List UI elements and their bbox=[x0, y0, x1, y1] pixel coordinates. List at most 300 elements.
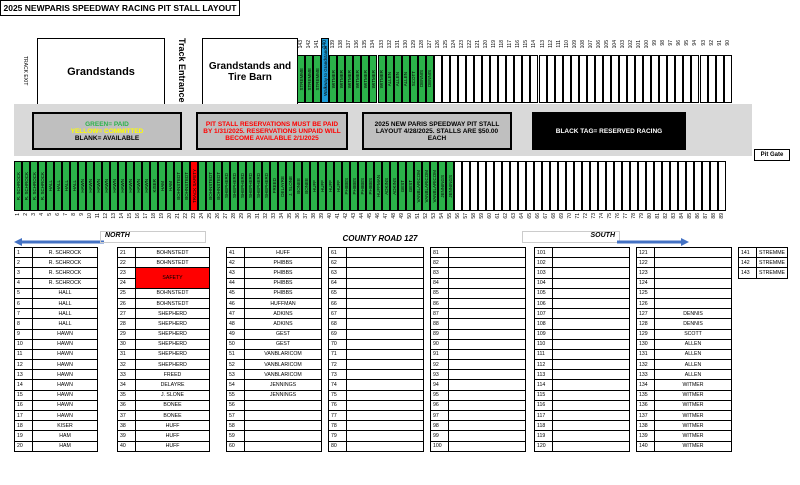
stall-name-cell bbox=[245, 411, 322, 421]
bottom-stall-number: 17 bbox=[143, 213, 149, 219]
bottom-stall[interactable] bbox=[134, 161, 142, 211]
top-stall[interactable] bbox=[603, 55, 611, 103]
table-row[interactable] bbox=[329, 248, 424, 258]
bottom-stall[interactable] bbox=[438, 161, 446, 211]
table-row[interactable] bbox=[535, 329, 630, 339]
table-row[interactable] bbox=[535, 390, 630, 400]
table-row[interactable] bbox=[118, 309, 210, 319]
top-stall[interactable] bbox=[611, 55, 619, 103]
table-row[interactable] bbox=[329, 309, 424, 319]
table-row[interactable] bbox=[637, 400, 732, 410]
top-stall[interactable] bbox=[539, 55, 547, 103]
table-row[interactable] bbox=[118, 441, 210, 451]
bottom-stall[interactable] bbox=[454, 161, 462, 211]
top-stall[interactable] bbox=[426, 55, 434, 103]
table-row[interactable] bbox=[431, 380, 526, 390]
top-stall[interactable] bbox=[490, 55, 498, 103]
top-stall[interactable] bbox=[514, 55, 522, 103]
bottom-stall[interactable] bbox=[334, 161, 342, 211]
table-row[interactable] bbox=[637, 380, 732, 390]
bottom-stall[interactable] bbox=[606, 161, 614, 211]
bottom-stall-number: 13 bbox=[111, 213, 117, 219]
bottom-stall[interactable] bbox=[718, 161, 726, 211]
table-row[interactable] bbox=[118, 360, 210, 370]
bottom-stall-number: 40 bbox=[327, 213, 333, 219]
table-row[interactable] bbox=[15, 370, 98, 380]
table-row[interactable] bbox=[535, 380, 630, 390]
top-stall[interactable] bbox=[305, 55, 313, 103]
table-row[interactable] bbox=[535, 248, 630, 258]
top-stall[interactable] bbox=[522, 55, 530, 103]
bottom-stall[interactable] bbox=[238, 161, 246, 211]
bottom-stall[interactable] bbox=[86, 161, 94, 211]
table-row[interactable] bbox=[637, 268, 732, 278]
bottom-stall[interactable] bbox=[78, 161, 86, 211]
top-stall[interactable] bbox=[386, 55, 394, 103]
table-row[interactable] bbox=[535, 268, 630, 278]
table-row[interactable] bbox=[227, 421, 322, 431]
bottom-stall[interactable] bbox=[462, 161, 470, 211]
table-row[interactable] bbox=[329, 380, 424, 390]
top-stall[interactable] bbox=[700, 55, 708, 103]
table-row[interactable] bbox=[227, 400, 322, 410]
top-stall[interactable] bbox=[466, 55, 474, 103]
table-row[interactable] bbox=[118, 319, 210, 329]
bottom-stall[interactable] bbox=[222, 161, 230, 211]
top-stall[interactable] bbox=[378, 55, 386, 103]
top-stall[interactable] bbox=[418, 55, 426, 103]
table-row[interactable] bbox=[535, 360, 630, 370]
bottom-stall[interactable] bbox=[366, 161, 374, 211]
table-row[interactable] bbox=[227, 370, 322, 380]
table-row[interactable] bbox=[535, 258, 630, 268]
bottom-stall[interactable] bbox=[38, 161, 46, 211]
table-row[interactable] bbox=[227, 411, 322, 421]
table-row[interactable] bbox=[15, 329, 98, 339]
top-stall[interactable] bbox=[595, 55, 603, 103]
top-stall[interactable] bbox=[587, 55, 595, 103]
bottom-stall[interactable] bbox=[302, 161, 310, 211]
stall-name-cell: STREMME bbox=[757, 268, 788, 278]
top-stall[interactable] bbox=[297, 55, 305, 103]
bottom-stall[interactable] bbox=[278, 161, 286, 211]
table-row[interactable] bbox=[535, 298, 630, 308]
top-stall[interactable] bbox=[675, 55, 683, 103]
stall-number-cell: 97 bbox=[431, 411, 449, 421]
table-row[interactable] bbox=[227, 288, 322, 298]
table-row[interactable] bbox=[535, 288, 630, 298]
bottom-stall[interactable] bbox=[142, 161, 150, 211]
bottom-stall[interactable] bbox=[166, 161, 174, 211]
bottom-stall[interactable] bbox=[206, 161, 214, 211]
table-row[interactable] bbox=[637, 370, 732, 380]
top-stall[interactable] bbox=[619, 55, 627, 103]
bottom-stall[interactable] bbox=[550, 161, 558, 211]
bottom-stall[interactable] bbox=[510, 161, 518, 211]
stall-name-cell: VANBLARICOM bbox=[245, 360, 322, 370]
table-row[interactable] bbox=[15, 278, 98, 288]
bottom-stall[interactable] bbox=[22, 161, 30, 211]
table-row[interactable] bbox=[227, 298, 322, 308]
bottom-stall[interactable] bbox=[118, 161, 126, 211]
table-row[interactable] bbox=[15, 349, 98, 359]
table-row[interactable] bbox=[637, 248, 732, 258]
bottom-stall[interactable] bbox=[46, 161, 54, 211]
table-row[interactable] bbox=[15, 319, 98, 329]
bottom-stall[interactable] bbox=[470, 161, 478, 211]
table-row[interactable] bbox=[15, 258, 98, 268]
table-row[interactable] bbox=[431, 319, 526, 329]
bottom-stall-number: 58 bbox=[471, 213, 477, 219]
bottom-stall[interactable] bbox=[446, 161, 454, 211]
table-row[interactable] bbox=[15, 298, 98, 308]
top-stall[interactable] bbox=[708, 55, 716, 103]
bottom-stall[interactable] bbox=[622, 161, 630, 211]
table-row[interactable] bbox=[431, 329, 526, 339]
bottom-stall[interactable] bbox=[198, 161, 206, 211]
table-row[interactable] bbox=[431, 441, 526, 451]
table-row[interactable] bbox=[637, 298, 732, 308]
table-row[interactable] bbox=[15, 400, 98, 410]
bottom-stall[interactable] bbox=[534, 161, 542, 211]
top-stall-number: 122 bbox=[467, 40, 474, 49]
table-row[interactable] bbox=[329, 278, 424, 288]
top-stall[interactable] bbox=[410, 55, 418, 103]
table-row[interactable] bbox=[227, 278, 322, 288]
table-row[interactable] bbox=[118, 349, 210, 359]
table-row[interactable] bbox=[431, 349, 526, 359]
bottom-stall[interactable] bbox=[598, 161, 606, 211]
bottom-stall[interactable] bbox=[494, 161, 502, 211]
table-row[interactable] bbox=[329, 400, 424, 410]
top-stall[interactable] bbox=[434, 55, 442, 103]
table-row[interactable] bbox=[535, 431, 630, 441]
top-stall[interactable] bbox=[394, 55, 402, 103]
bottom-stall-name: HALL bbox=[47, 180, 53, 192]
bottom-stall[interactable] bbox=[94, 161, 102, 211]
table-row[interactable] bbox=[535, 421, 630, 431]
stall-name-cell bbox=[449, 411, 526, 421]
table-row[interactable] bbox=[637, 278, 732, 288]
bottom-stall[interactable] bbox=[110, 161, 118, 211]
table-row[interactable] bbox=[118, 400, 210, 410]
table-row[interactable] bbox=[535, 319, 630, 329]
top-stall[interactable] bbox=[651, 55, 659, 103]
table-row[interactable] bbox=[637, 309, 732, 319]
table-row[interactable] bbox=[15, 309, 98, 319]
table-row[interactable] bbox=[637, 288, 732, 298]
table-row[interactable] bbox=[535, 349, 630, 359]
table-row[interactable] bbox=[227, 258, 322, 268]
top-stall[interactable] bbox=[369, 55, 377, 103]
bottom-stall[interactable] bbox=[150, 161, 158, 211]
table-row[interactable] bbox=[739, 248, 788, 258]
table-row[interactable] bbox=[118, 258, 210, 268]
top-stall[interactable] bbox=[716, 55, 724, 103]
table-row[interactable] bbox=[431, 298, 526, 308]
bottom-stall[interactable] bbox=[14, 161, 22, 211]
table-row[interactable] bbox=[637, 441, 732, 451]
bottom-stall[interactable] bbox=[694, 161, 702, 211]
table-row[interactable] bbox=[329, 441, 424, 451]
top-stall[interactable] bbox=[530, 55, 538, 103]
table-row[interactable] bbox=[739, 268, 788, 278]
bottom-stall[interactable] bbox=[182, 161, 190, 211]
top-stall[interactable] bbox=[563, 55, 571, 103]
top-stall[interactable] bbox=[627, 55, 635, 103]
bottom-stall[interactable] bbox=[382, 161, 390, 211]
bottom-stall[interactable] bbox=[414, 161, 422, 211]
table-row[interactable] bbox=[15, 380, 98, 390]
table-row[interactable] bbox=[431, 309, 526, 319]
bottom-stall[interactable] bbox=[654, 161, 662, 211]
bottom-stall[interactable] bbox=[318, 161, 326, 211]
table-row[interactable] bbox=[431, 339, 526, 349]
top-stall[interactable] bbox=[474, 55, 482, 103]
table-row[interactable] bbox=[637, 411, 732, 421]
table-row[interactable] bbox=[329, 421, 424, 431]
table-row[interactable] bbox=[118, 431, 210, 441]
table-row[interactable] bbox=[227, 339, 322, 349]
table-row[interactable] bbox=[15, 431, 98, 441]
table-row[interactable] bbox=[15, 288, 98, 298]
top-stall[interactable] bbox=[571, 55, 579, 103]
table-row[interactable] bbox=[431, 390, 526, 400]
bottom-stall[interactable] bbox=[326, 161, 334, 211]
table-row[interactable] bbox=[637, 431, 732, 441]
bottom-stall[interactable] bbox=[678, 161, 686, 211]
table-row[interactable] bbox=[637, 390, 732, 400]
bottom-stall[interactable] bbox=[70, 161, 78, 211]
table-row[interactable] bbox=[118, 370, 210, 380]
table-row[interactable] bbox=[535, 278, 630, 288]
table-row[interactable] bbox=[329, 390, 424, 400]
bottom-stall[interactable] bbox=[374, 161, 382, 211]
bottom-stall[interactable] bbox=[230, 161, 238, 211]
table-row[interactable] bbox=[535, 411, 630, 421]
table-row[interactable] bbox=[535, 309, 630, 319]
table-row[interactable] bbox=[329, 360, 424, 370]
table-row[interactable] bbox=[15, 268, 98, 278]
bottom-stall[interactable] bbox=[630, 161, 638, 211]
table-row[interactable] bbox=[637, 421, 732, 431]
bottom-stall[interactable] bbox=[614, 161, 622, 211]
table-row[interactable] bbox=[227, 441, 322, 451]
table-row[interactable] bbox=[227, 360, 322, 370]
bottom-stall[interactable] bbox=[526, 161, 534, 211]
top-stall[interactable] bbox=[482, 55, 490, 103]
table-row[interactable] bbox=[227, 329, 322, 339]
bottom-stall[interactable] bbox=[710, 161, 718, 211]
bottom-stall[interactable] bbox=[566, 161, 574, 211]
table-row[interactable] bbox=[15, 248, 98, 258]
top-stall[interactable] bbox=[506, 55, 514, 103]
bottom-stall[interactable] bbox=[270, 161, 278, 211]
table-row[interactable] bbox=[329, 370, 424, 380]
top-stall-number: 120 bbox=[483, 40, 490, 49]
table-row[interactable] bbox=[118, 298, 210, 308]
bottom-stall[interactable] bbox=[406, 161, 414, 211]
bottom-stall[interactable] bbox=[358, 161, 366, 211]
table-row[interactable] bbox=[118, 339, 210, 349]
top-stall[interactable] bbox=[361, 55, 369, 103]
bottom-stall[interactable] bbox=[158, 161, 166, 211]
top-stall-number: 132 bbox=[386, 40, 393, 49]
top-stall[interactable] bbox=[313, 55, 321, 103]
table-row[interactable] bbox=[431, 421, 526, 431]
bottom-stall[interactable] bbox=[102, 161, 110, 211]
table-row[interactable] bbox=[637, 258, 732, 268]
table-row[interactable] bbox=[535, 339, 630, 349]
table-row[interactable] bbox=[15, 390, 98, 400]
table-row[interactable] bbox=[227, 431, 322, 441]
table-row[interactable] bbox=[329, 349, 424, 359]
top-stall[interactable] bbox=[683, 55, 691, 103]
table-row[interactable] bbox=[637, 349, 732, 359]
table-row[interactable] bbox=[431, 360, 526, 370]
top-stall[interactable] bbox=[329, 55, 337, 103]
table-row[interactable] bbox=[329, 411, 424, 421]
top-stall[interactable] bbox=[555, 55, 563, 103]
table-row[interactable] bbox=[118, 329, 210, 339]
table-row[interactable] bbox=[329, 431, 424, 441]
bottom-stall[interactable] bbox=[478, 161, 486, 211]
stall-name-cell: J. SLONE bbox=[136, 390, 210, 400]
table-row[interactable] bbox=[431, 400, 526, 410]
table-row[interactable] bbox=[431, 411, 526, 421]
table-row[interactable] bbox=[535, 400, 630, 410]
table-row[interactable] bbox=[637, 339, 732, 349]
bottom-stall[interactable] bbox=[486, 161, 494, 211]
table-row[interactable] bbox=[739, 258, 788, 268]
bottom-stall[interactable] bbox=[662, 161, 670, 211]
bottom-stall[interactable] bbox=[542, 161, 550, 211]
bottom-stall[interactable] bbox=[638, 161, 646, 211]
bottom-stall[interactable] bbox=[286, 161, 294, 211]
top-stall[interactable] bbox=[450, 55, 458, 103]
table-row[interactable] bbox=[431, 258, 526, 268]
table-row[interactable] bbox=[329, 268, 424, 278]
top-stall[interactable] bbox=[458, 55, 466, 103]
top-stall[interactable] bbox=[635, 55, 643, 103]
top-stall[interactable] bbox=[691, 55, 699, 103]
top-stall[interactable] bbox=[353, 55, 361, 103]
bottom-stall[interactable] bbox=[590, 161, 598, 211]
table-row[interactable] bbox=[118, 421, 210, 431]
table-row[interactable] bbox=[329, 298, 424, 308]
table-row[interactable] bbox=[15, 339, 98, 349]
table-row[interactable] bbox=[227, 349, 322, 359]
bottom-stall[interactable] bbox=[422, 161, 430, 211]
bottom-stall[interactable] bbox=[54, 161, 62, 211]
bottom-stall[interactable] bbox=[582, 161, 590, 211]
bottom-stall[interactable] bbox=[174, 161, 182, 211]
top-stall[interactable] bbox=[724, 55, 732, 103]
table-row[interactable] bbox=[227, 390, 322, 400]
top-stall[interactable] bbox=[442, 55, 450, 103]
table-row[interactable] bbox=[118, 411, 210, 421]
table-row[interactable] bbox=[431, 278, 526, 288]
bottom-stall[interactable] bbox=[430, 161, 438, 211]
bottom-stall[interactable] bbox=[398, 161, 406, 211]
table-row[interactable] bbox=[118, 288, 210, 298]
top-stall[interactable] bbox=[579, 55, 587, 103]
bottom-stall[interactable] bbox=[342, 161, 350, 211]
top-stall[interactable] bbox=[402, 55, 410, 103]
bottom-stall[interactable] bbox=[558, 161, 566, 211]
table-row[interactable] bbox=[431, 248, 526, 258]
top-stall[interactable] bbox=[498, 55, 506, 103]
table-row[interactable] bbox=[431, 370, 526, 380]
table-row[interactable] bbox=[227, 380, 322, 390]
table-row[interactable] bbox=[15, 411, 98, 421]
stall-name-cell bbox=[449, 298, 526, 308]
table-row[interactable] bbox=[637, 329, 732, 339]
top-stall[interactable] bbox=[643, 55, 651, 103]
bottom-stall[interactable] bbox=[502, 161, 510, 211]
table-row[interactable] bbox=[227, 319, 322, 329]
table-row[interactable] bbox=[118, 390, 210, 400]
table-row[interactable] bbox=[118, 248, 210, 258]
table-row[interactable] bbox=[15, 360, 98, 370]
bottom-stall[interactable] bbox=[254, 161, 262, 211]
top-stall[interactable] bbox=[337, 55, 345, 103]
bottom-stall[interactable] bbox=[294, 161, 302, 211]
bottom-stall[interactable] bbox=[190, 161, 198, 211]
bottom-stall[interactable] bbox=[246, 161, 254, 211]
bottom-stall[interactable] bbox=[30, 161, 38, 211]
bottom-stall[interactable] bbox=[702, 161, 710, 211]
table-row[interactable] bbox=[431, 268, 526, 278]
bottom-stall[interactable] bbox=[350, 161, 358, 211]
top-stall[interactable] bbox=[345, 55, 353, 103]
table-row[interactable] bbox=[431, 288, 526, 298]
table-row[interactable] bbox=[535, 441, 630, 451]
table-row[interactable] bbox=[329, 329, 424, 339]
bottom-stall[interactable] bbox=[62, 161, 70, 211]
table-row[interactable] bbox=[637, 319, 732, 329]
bottom-stall[interactable] bbox=[214, 161, 222, 211]
bottom-stall[interactable] bbox=[574, 161, 582, 211]
top-stall[interactable] bbox=[659, 55, 667, 103]
top-stall[interactable] bbox=[547, 55, 555, 103]
table-row[interactable] bbox=[329, 339, 424, 349]
bottom-stall[interactable] bbox=[390, 161, 398, 211]
bottom-stall[interactable] bbox=[126, 161, 134, 211]
bottom-stall[interactable] bbox=[262, 161, 270, 211]
table-row[interactable] bbox=[329, 258, 424, 268]
bottom-stall[interactable] bbox=[518, 161, 526, 211]
table-row[interactable] bbox=[227, 248, 322, 258]
bottom-stall[interactable] bbox=[670, 161, 678, 211]
table-row[interactable] bbox=[118, 380, 210, 390]
table-row[interactable] bbox=[329, 319, 424, 329]
table-row[interactable] bbox=[15, 421, 98, 431]
table-row[interactable] bbox=[535, 370, 630, 380]
top-stall[interactable] bbox=[667, 55, 675, 103]
bottom-stall[interactable] bbox=[646, 161, 654, 211]
bottom-stall[interactable] bbox=[310, 161, 318, 211]
table-row[interactable] bbox=[329, 288, 424, 298]
table-row[interactable] bbox=[15, 441, 98, 451]
table-row[interactable] bbox=[227, 309, 322, 319]
bottom-stall-number: 18 bbox=[151, 213, 157, 219]
table-row[interactable] bbox=[118, 268, 210, 278]
table-row[interactable] bbox=[431, 431, 526, 441]
table-row[interactable] bbox=[637, 360, 732, 370]
table-row[interactable] bbox=[227, 268, 322, 278]
bottom-stall[interactable] bbox=[686, 161, 694, 211]
